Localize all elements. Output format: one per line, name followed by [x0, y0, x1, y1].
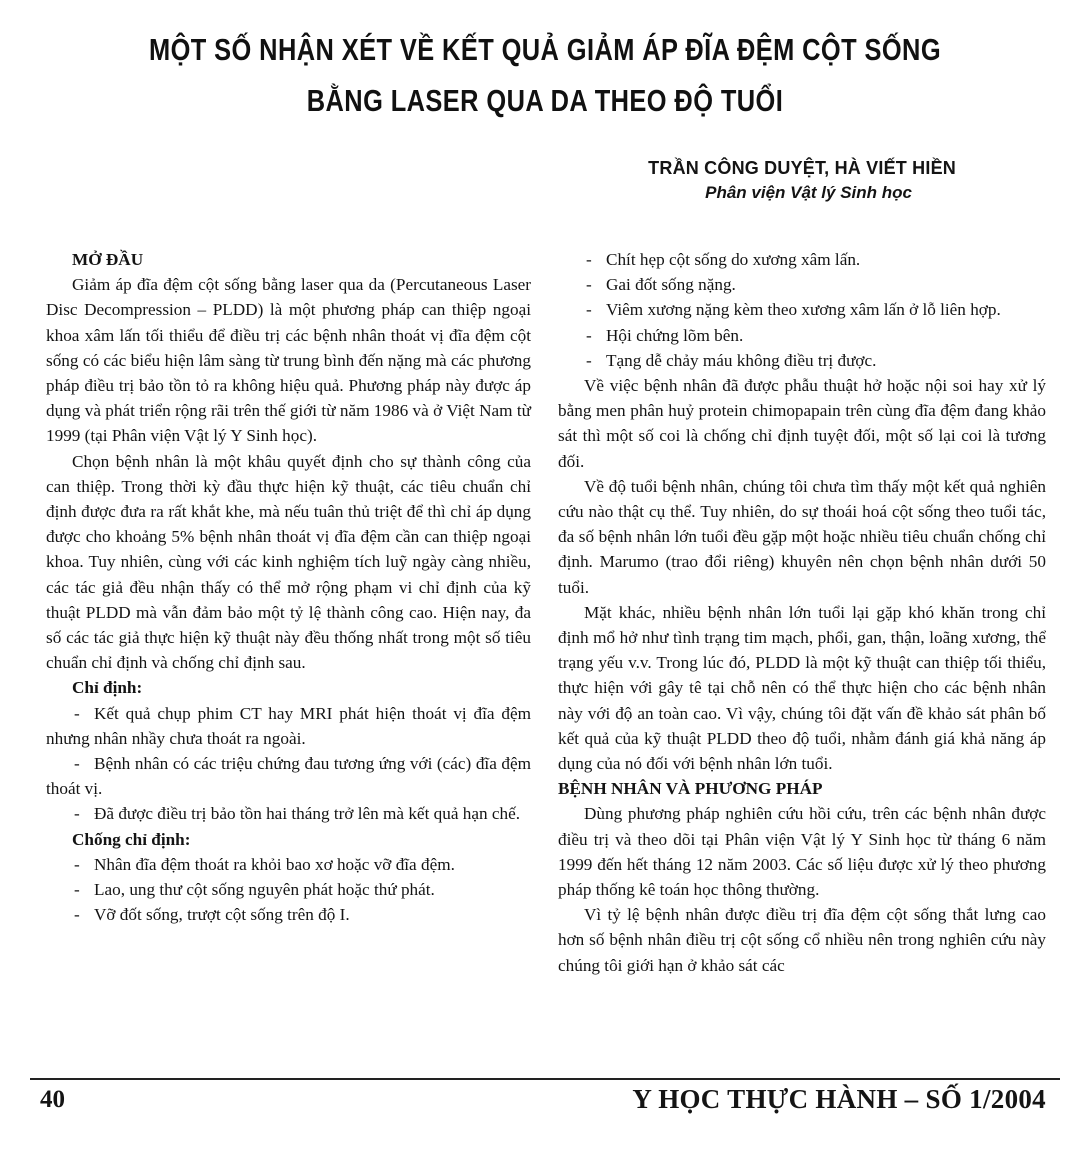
dash-bullet: -	[74, 854, 80, 874]
list-item-text: Bệnh nhân có các triệu chứng đau tương ứng với (các) đĩa đệm thoát vị.	[46, 754, 531, 799]
author-names: TRẦN CÔNG DUYỆT, HÀ VIẾT HIỀN	[648, 158, 956, 178]
paragraph: Mặt khác, nhiều bệnh nhân lớn tuổi lại gặp khó khăn trong chỉ định mổ hở như tình trạng tim mạch, phổi, gan, thận, loãng xương, thể trạng yếu v.v. Trong lúc đó, PLDD là một kỹ thuật can thiệp tối thiểu, thực hiện với gây tê tại chỗ nên có thể thực hiện cho các bệnh nhân này với độ an toàn cao. Vì vậy, chúng tôi đặt vấn đề khảo sát phân bố kết quả của kỹ thuật PLDD theo độ tuổi, nhằm đánh giá khả năng áp dụng của nó đối với bệnh nhân lớn tuổi.	[558, 602, 1046, 774]
list-item-text: Vỡ đốt sống, trượt cột sống trên độ I.	[94, 905, 350, 925]
dash-bullet: -	[586, 300, 592, 320]
paragraph: Về độ tuổi bệnh nhân, chúng tôi chưa tìm thấy một kết quả nghiên cứu nào thật cụ thể. Tuy nhiên, do sự thoái hoá cột sống theo tuổi tác, đa số bệnh nhân lớn tuổi đều gặp một hoặc nhiều tiêu chuẩn chống chỉ định. Marumo (trao đổi riêng) khuyên nên chọn bệnh nhân dưới 50 tuổi.	[558, 476, 1046, 597]
list-item	[558, 323, 1046, 348]
left-column	[46, 247, 531, 927]
list-item-text: Hội chứng lõm bên.	[606, 325, 744, 345]
paragraph: Vì tỷ lệ bệnh nhân được điều trị đĩa đệm cột sống thắt lưng cao hơn số bệnh nhân điều trị cột sống cổ nhiều nên trong nghiên cứu này chúng tôi giới hạn ở khảo sát các	[558, 905, 1046, 975]
dash-bullet: -	[74, 703, 80, 723]
section-heading-introduction: MỞ ĐẦU	[72, 250, 144, 269]
paragraph: Về việc bệnh nhân đã được phẫu thuật hở hoặc nội soi hay xử lý bằng men phân huỷ protein chimopapain trên cùng đĩa đệm đang khảo sát thì một số coi là chống chỉ định tuyệt đối, một số lại coi là tương đối.	[558, 376, 1046, 471]
list-item-text: Tạng dễ chảy máu không điều trị được.	[606, 350, 877, 370]
paragraph: Chọn bệnh nhân là một khâu quyết định cho sự thành công của can thiệp. Trong thời kỳ đầu thực hiện kỹ thuật, các tiêu chuẩn chỉ định được đưa ra rất khắt khe, mà nếu tuân thủ triệt để thì chỉ áp dụng được cho khoảng 5% bệnh nhân thoát vị đĩa đệm cần can thiệp ngoại khoa. Tuy nhiên, cùng với các kinh nghiệm tích luỹ ngày càng nhiều, các tác giả đều nhận thấy có thể mở rộng phạm vi chỉ định của kỹ thuật PLDD mà vẫn đảm bảo một tỷ lệ thành công cao. Hiện nay, đa số các tác giả thực hiện kỹ thuật này đều thống nhất trong một số tiêu chuẩn chỉ định và chống chỉ định sau.	[46, 451, 531, 673]
dash-bullet: -	[586, 325, 592, 345]
list-item-text: Đã được điều trị bảo tồn hai tháng trở lên mà kết quả hạn chế.	[94, 804, 521, 824]
list-item-text: Gai đốt sống nặng.	[606, 275, 736, 295]
indications-heading: Chỉ định:	[72, 678, 143, 698]
list-item	[46, 902, 531, 927]
footer-rule	[30, 1078, 1060, 1080]
list-item	[558, 348, 1046, 373]
dash-bullet: -	[74, 754, 80, 774]
dash-bullet: -	[74, 804, 80, 824]
list-item-text: Kết quả chụp phim CT hay MRI phát hiện thoát vị đĩa đệm nhưng nhân nhầy chưa thoát ra ngoài.	[46, 703, 531, 748]
journal-name: Y HỌC THỰC HÀNH – SỐ 1/2004	[632, 1084, 1046, 1114]
list-item	[46, 701, 531, 751]
dash-bullet: -	[586, 275, 592, 295]
contraindications-heading: Chống chỉ định:	[72, 829, 191, 849]
author-institution: Phân viện Vật lý Sinh học	[705, 183, 912, 202]
list-item	[558, 247, 1046, 272]
list-item-text: Chít hẹp cột sống do xương xâm lấn.	[606, 250, 861, 269]
list-item-text: Viêm xương nặng kèm theo xương xâm lấn ở lỗ liên hợp.	[606, 300, 1001, 320]
list-item-text: Nhân đĩa đệm thoát ra khỏi bao xơ hoặc vỡ đĩa đệm.	[94, 854, 455, 874]
paragraph: Giảm áp đĩa đệm cột sống bằng laser qua da (Percutaneous Laser Disc Decompression – PLDD) là một phương pháp can thiệp ngoại khoa xâm lấn tối thiểu để điều trị các bệnh nhân thoát vị đĩa đệm cột sống có các biểu hiện lâm sàng từ trung bình đến nặng mà các phương pháp điều trị bảo tồn tỏ ra không hiệu quả. Phương pháp này được áp dụng và phát triển rộng rãi trên thế giới từ năm 1986 và ở Việt Nam từ 1999 (tại Phân viện Vật lý Y Sinh học).	[46, 275, 531, 446]
dash-bullet: -	[74, 880, 80, 900]
list-item	[558, 297, 1046, 322]
dash-bullet: -	[586, 350, 592, 370]
article-title-line-1: MỘT SỐ NHẬN XÉT VỀ KẾT QUẢ GIẢM ÁP ĐĨA ĐỆM CỘT SỐNG	[148, 32, 942, 67]
list-item-text: Lao, ung thư cột sống nguyên phát hoặc thứ phát.	[94, 880, 435, 900]
list-item	[46, 852, 531, 877]
dash-bullet: -	[74, 905, 80, 925]
right-column	[558, 247, 1046, 978]
list-item	[46, 877, 531, 902]
author-block	[648, 158, 956, 203]
page-number: 40	[40, 1086, 65, 1113]
list-item	[46, 751, 531, 801]
section-heading-methods: BỆNH NHÂN VÀ PHƯƠNG PHÁP	[558, 779, 823, 799]
paragraph: Dùng phương pháp nghiên cứu hồi cứu, trên các bệnh nhân được điều trị và theo dõi tại Phân viện Vật lý Y Sinh học từ tháng 6 năm 1999 đến hết tháng 12 năm 2003. Các số liệu được xử lý theo phương pháp thống kê toán học thông thường.	[558, 804, 1046, 900]
list-item	[46, 801, 531, 826]
article-title-line-2: BẰNG LASER QUA DA THEO ĐỘ TUỔI	[306, 83, 784, 118]
list-item	[558, 272, 1046, 297]
dash-bullet: -	[586, 250, 592, 269]
